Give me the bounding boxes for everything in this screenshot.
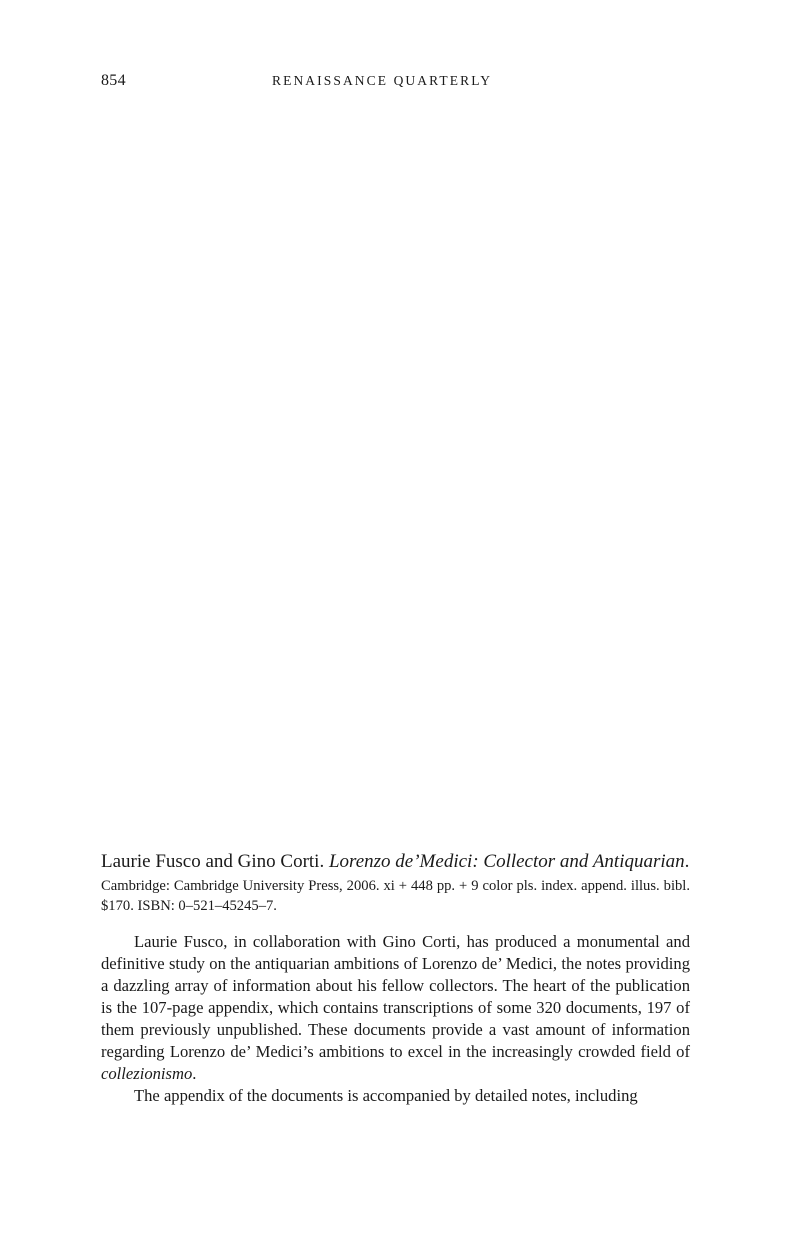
paragraph-2-text: The appendix of the documents is accompanied by detailed notes, including [134,1086,638,1105]
paragraph-1-period: . [192,1064,197,1083]
review-book-title: Lorenzo de’Medici: Collector and Antiquarian [328,851,685,872]
running-head [101,72,691,94]
review-paragraph-2 [101,1085,690,1107]
review-title-period: . [684,851,690,872]
paragraph-1-text: Laurie Fusco, in collaboration with Gino Corti, has produced a monumental and definitive study on the antiquarian ambitions of Lorenzo de’ Medici, the notes providing a dazzling array of information about his fellow collectors. The heart of the publication is the 107-page appendix, which contains transcriptions of some 320 documents, 197 of them previously unpublished. These documents provide a vast amount of information regarding Lorenzo de’ Medici’s ambitions to excel in the increasingly crowded field of [101,932,690,1061]
publication-details: Cambridge: Cambridge University Press, 2006. xi + 448 pp. + 9 color pls. index. append. illus. bibl. $170. ISBN: 0–521–45245–7. [101,878,690,914]
review-paragraph-1 [101,931,690,1085]
page-number: 854 [101,72,126,89]
review-authors: Laurie Fusco and Gino Corti. [101,851,325,872]
book-review [101,850,690,1107]
journal-title: RENAISSANCE QUARTERLY [272,73,493,88]
review-citation [101,850,690,874]
review-body [101,931,690,1107]
paragraph-1-italic-term: collezionismo [101,1064,193,1083]
